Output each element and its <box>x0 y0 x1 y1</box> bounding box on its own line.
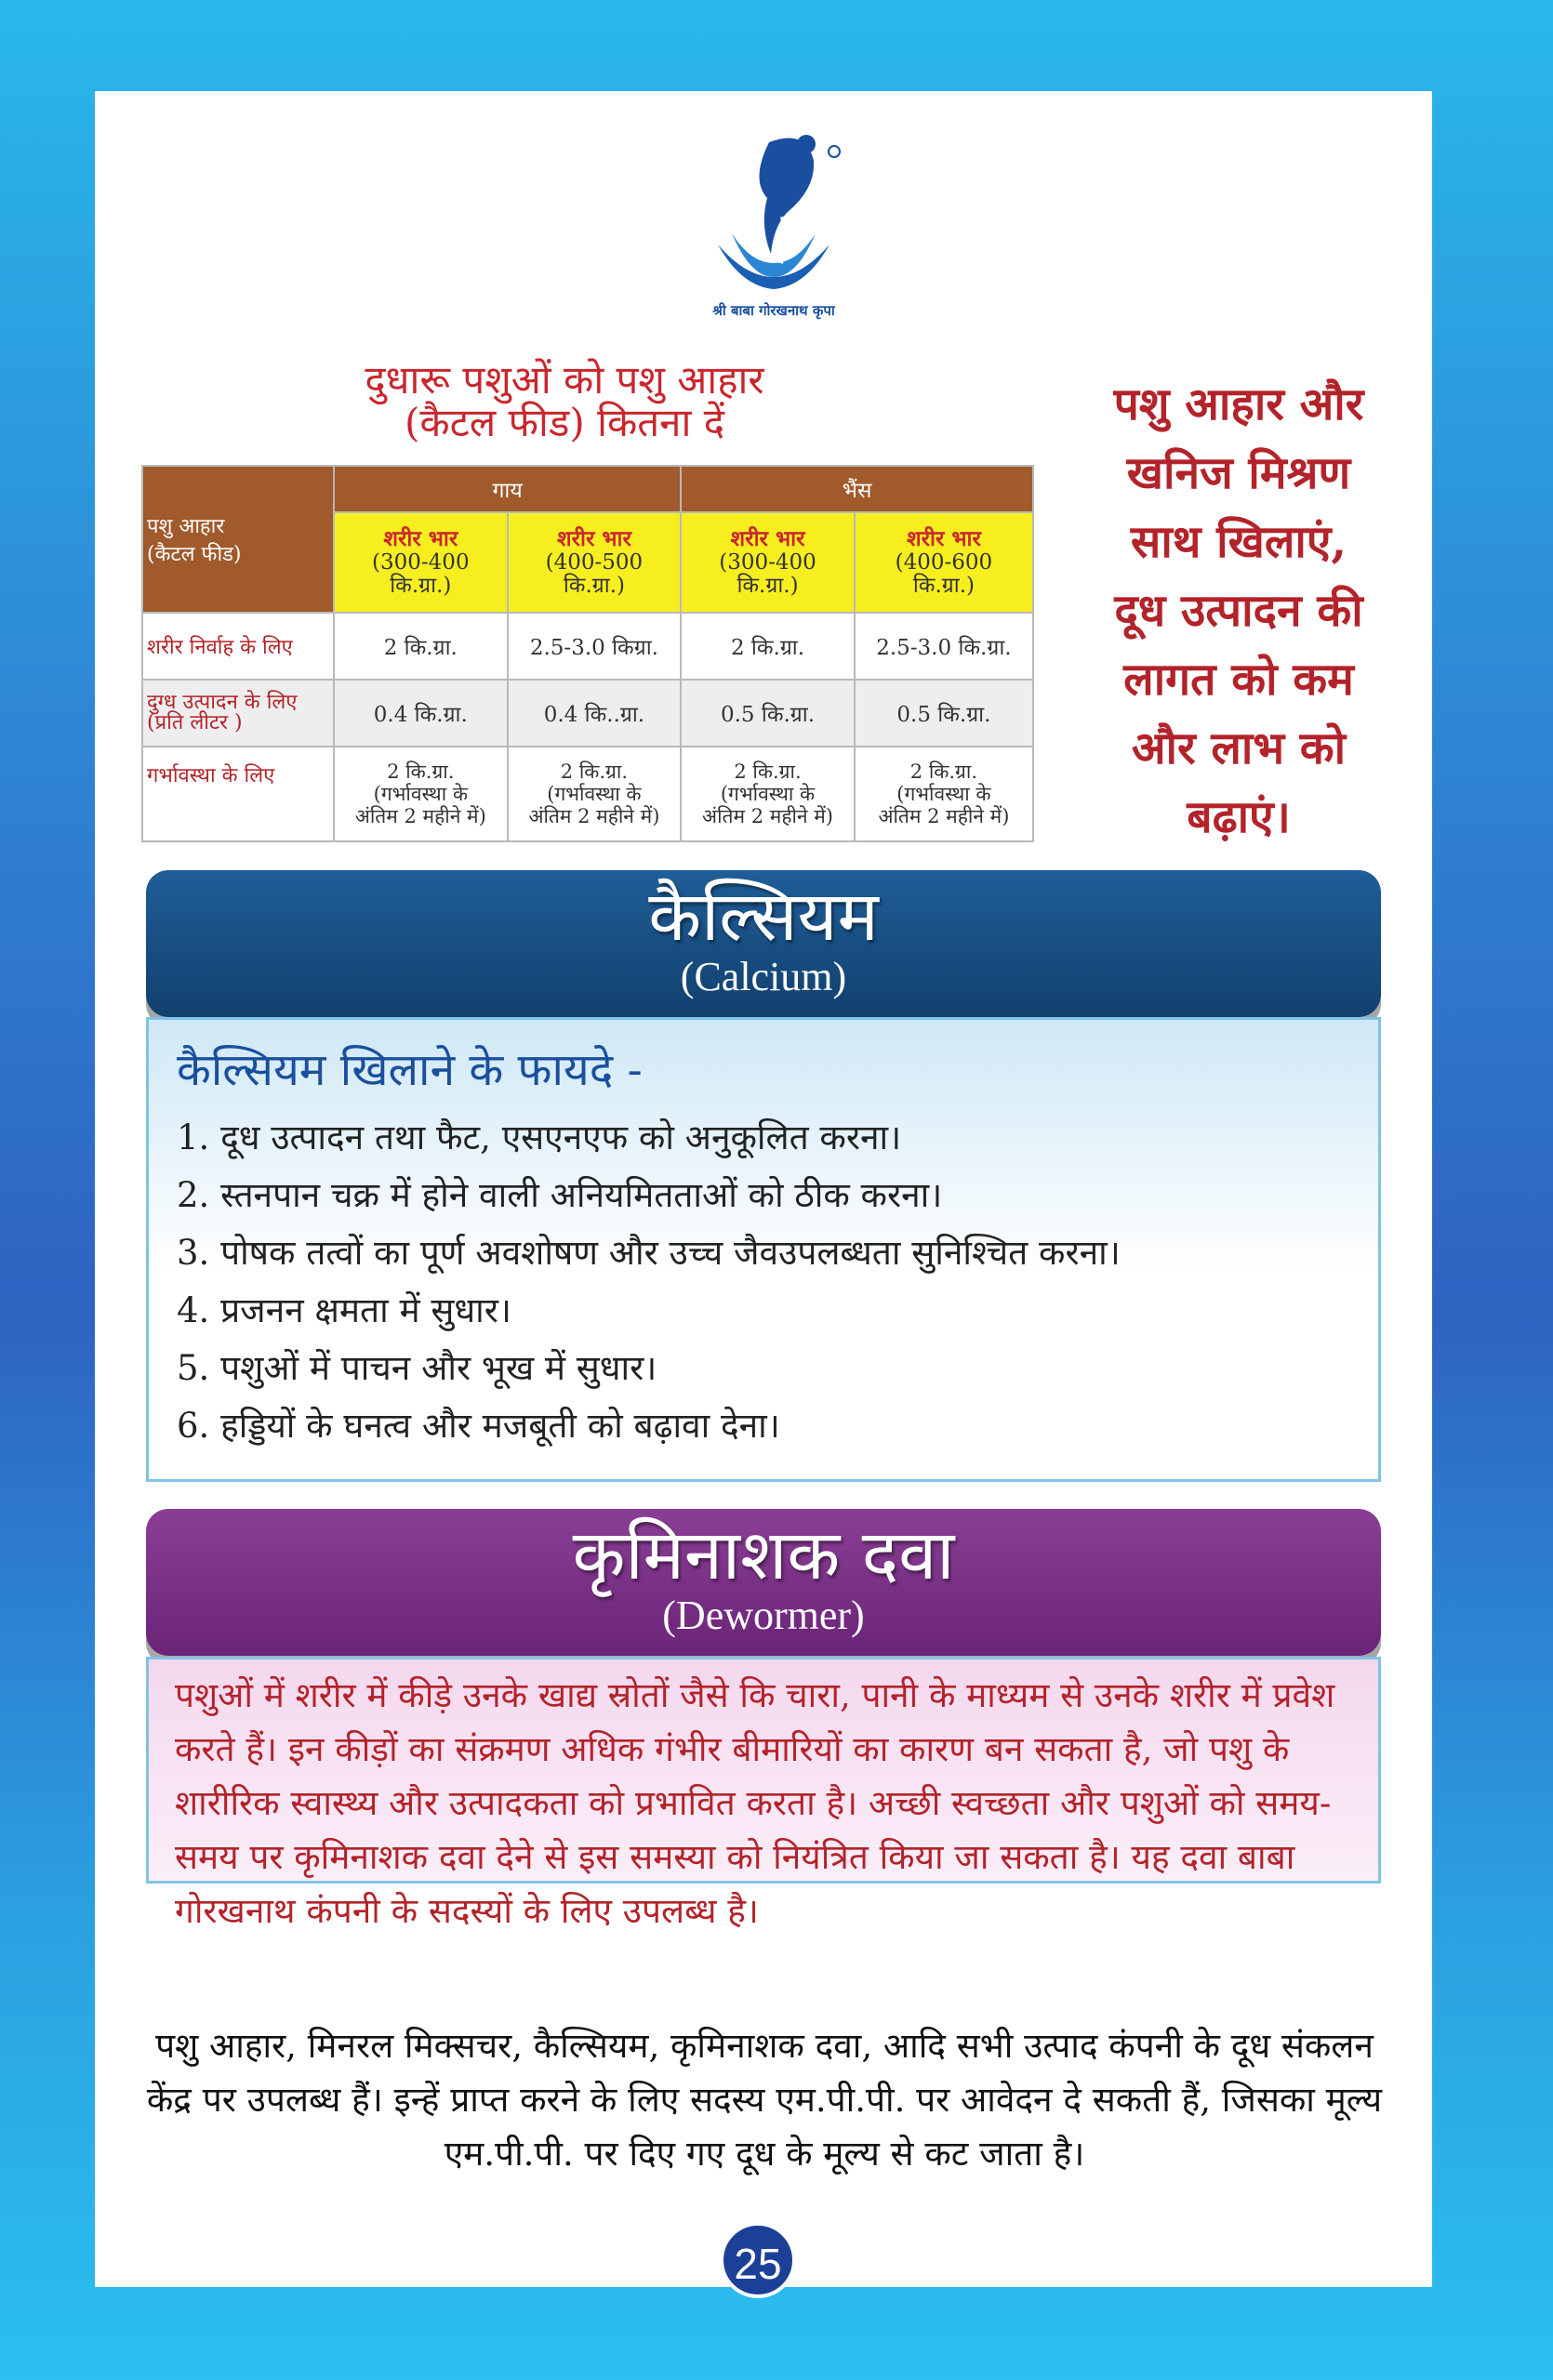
weight-col-4 <box>855 512 1033 613</box>
weight-range: (400-600 <box>895 550 993 575</box>
weight-label: शरीर भार <box>906 526 981 551</box>
table-cell: 0.4 कि.ग्रा. <box>334 680 508 747</box>
side-note-line: और लाभ को <box>1131 722 1347 774</box>
weight-unit: कि.ग्रा.) <box>737 574 799 598</box>
feed-table-title-line1: दुधारू पशुओं को पशु आहार <box>365 357 764 403</box>
page-number: 25 <box>720 2222 796 2298</box>
weight-col-2 <box>508 512 682 613</box>
cell-line: 2 कि.ग्रा. <box>560 760 629 783</box>
weight-col-1 <box>334 512 508 613</box>
table-cell: 0.5 कि.ग्रा. <box>855 680 1033 747</box>
side-note-line: पशु आहार और <box>1113 378 1364 430</box>
list-item: 5. पशुओं में पाचन और भूख में सुधार। <box>177 1348 657 1388</box>
table-cell <box>334 747 508 841</box>
feed-label-line1: पशु आहार <box>147 515 225 538</box>
brand-logo-icon <box>695 110 853 324</box>
table-cell <box>681 747 855 841</box>
list-item: 6. हड्डियों के घनत्व और मजबूती को बढ़ावा देना। <box>177 1406 780 1446</box>
table-row <box>142 680 1033 747</box>
table-row <box>142 613 1033 680</box>
table-cell <box>855 747 1033 841</box>
cell-line: (गर्भावस्था के <box>720 783 816 805</box>
side-note-line: खनिज मिश्रण <box>1126 447 1351 499</box>
table-cell: 2 कि.ग्रा. <box>334 613 508 680</box>
feed-table <box>141 465 1034 842</box>
cell-line: 2 कि.ग्रा. <box>387 760 455 783</box>
dewormer-title-hindi: कृमिनाशक दवा <box>572 1515 955 1595</box>
calcium-title-english: (Calcium) <box>680 954 847 999</box>
feed-table-title <box>95 359 1034 444</box>
feed-label-header <box>142 466 334 613</box>
side-note-line: दूध उत्पादन की <box>1114 585 1363 637</box>
calcium-title-hindi: कैल्सियम <box>648 877 879 957</box>
page <box>95 91 1432 2287</box>
side-note <box>1062 370 1415 852</box>
table-cell: 0.5 कि.ग्रा. <box>681 680 855 747</box>
weight-label: शरीर भार <box>383 526 458 551</box>
cell-line: अंतिम 2 महीने में) <box>528 805 660 827</box>
weight-unit: कि.ग्रा.) <box>912 574 975 598</box>
table-cell: 0.4 कि..ग्रा. <box>508 680 682 747</box>
dewormer-banner <box>146 1509 1381 1656</box>
table-cell <box>508 747 682 841</box>
side-note-line: साथ खिलाएं, <box>1130 516 1347 568</box>
cell-line: अंतिम 2 महीने में) <box>878 805 1010 827</box>
row-label: शरीर निर्वाह के लिए <box>142 613 334 680</box>
group-cow-header: गाय <box>334 466 681 512</box>
feed-table-title-line2: (कैटल फीड) कितना दें <box>404 400 725 445</box>
group-buffalo-header: भैंस <box>681 466 1033 512</box>
dewormer-title-english: (Dewormer) <box>662 1593 865 1638</box>
weight-label: शरीर भार <box>730 526 805 551</box>
table-cell: 2.5-3.0 कि.ग्रा. <box>855 613 1033 680</box>
list-item: 2. स्तनपान चक्र में होने वाली अनियमितताओं को ठीक करना। <box>177 1175 943 1215</box>
dewormer-box <box>146 1657 1381 1931</box>
weight-range: (300-400 <box>372 550 470 575</box>
weight-unit: कि.ग्रा.) <box>390 574 452 598</box>
weight-label: शरीर भार <box>556 526 631 551</box>
row-label: गर्भावस्था के लिए <box>142 747 334 841</box>
cell-line: अंतिम 2 महीने में) <box>354 805 486 827</box>
weight-unit: कि.ग्रा.) <box>563 574 625 598</box>
table-cell: 2.5-3.0 किग्रा. <box>508 613 682 680</box>
table-row <box>142 747 1033 841</box>
weight-range: (400-500 <box>545 550 644 575</box>
cell-line: अंतिम 2 महीने में) <box>702 805 833 827</box>
row-label-line2: (प्रति लीटर ) <box>147 711 243 734</box>
dewormer-text: पशुओं में शरीर में कीड़े उनके खाद्य स्रोतों जैसे कि चारा, पानी के माध्यम से उनके शरीर में प्रवेश करते हैं। इन कीड़ों का संक्रमण अधिक गंभीर बीमारियों का कारण बन सकता है, जो पशु के शारीरिक स्वास्थ्य और उत्पादकता को प्रभावित करता है। अच्छी स्वच्छता और पशुओं को समय-समय पर कृमिनाशक दवा देने से इस समस्या को नियंत्रित किया जा सकता है। यह दवा बाबा गोरखनाथ कंपनी के सदस्यों के लिए उपलब्ध है। <box>175 1675 1335 1931</box>
logo-caption: श्री बाबा गोरखनाथ कृपा <box>712 302 835 319</box>
list-item: 3. पोषक तत्वों का पूर्ण अवशोषण और उच्च जैवउपलब्धता सुनिश्चित करना। <box>177 1233 1121 1273</box>
side-note-line: लागत को कम <box>1123 654 1354 706</box>
feed-label-line2: (कैटल फीड) <box>147 543 242 566</box>
cell-line: (गर्भावस्था के <box>373 783 468 805</box>
cell-line: (गर्भावस्था के <box>547 783 642 805</box>
weight-range: (300-400 <box>719 550 816 575</box>
list-item: 4. प्रजनन क्षमता में सुधार। <box>177 1290 511 1330</box>
list-item: 1. दूध उत्पादन तथा फैट, एसएनएफ को अनुकूलित करना। <box>177 1117 902 1157</box>
weight-col-3 <box>681 512 855 613</box>
cell-line: (गर्भावस्था के <box>896 783 991 805</box>
row-label-line1: दुग्ध उत्पादन के लिए <box>147 691 298 714</box>
table-cell: 2 कि.ग्रा. <box>681 613 855 680</box>
footer-text: पशु आहार, मिनरल मिक्सचर, कैल्सियम, कृमिनाशक दवा, आदि सभी उत्पाद कंपनी के दूध संकलन केंद्र पर उपलब्ध हैं। इन्हें प्राप्त करने के लिए सदस्य एम.पी.पी. पर आवेदन दे सकती हैं, जिसका मूल्य एम.पी.पी. पर दिए गए दूध के मूल्य से कट जाता है। <box>146 2026 1383 2174</box>
row-label <box>142 680 334 747</box>
cell-line: 2 कि.ग्रा. <box>734 760 802 783</box>
side-note-line: बढ़ाएं। <box>1187 791 1291 843</box>
benefits-title: कैल्सियम खिलाने के फायदे - <box>177 1044 643 1096</box>
calcium-banner <box>146 870 1381 1017</box>
calcium-benefits-box <box>146 1017 1381 1482</box>
cell-line: 2 कि.ग्रा. <box>909 760 978 783</box>
benefits-list <box>177 1109 1121 1455</box>
